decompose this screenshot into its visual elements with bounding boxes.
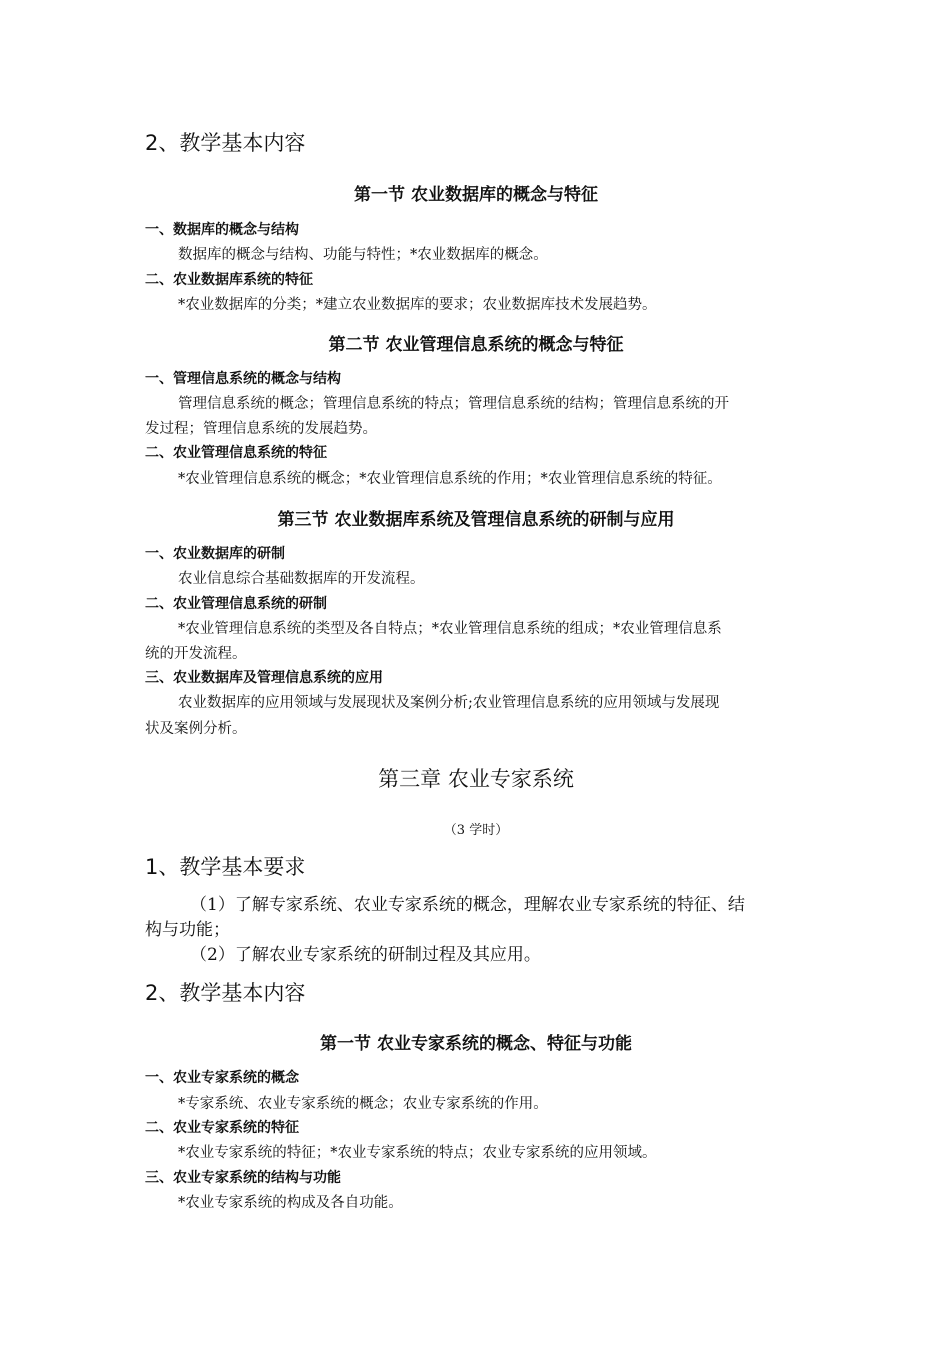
paragraph-continuation: 状及案例分析。 xyxy=(145,721,247,737)
requirement-continuation: 构与功能； xyxy=(145,920,230,940)
paragraph: 农业数据库的应用领域与发展现状及案例分析;农业管理信息系统的应用领域与发展现 xyxy=(178,695,720,711)
requirement-item: （1）了解专家系统、农业专家系统的概念，理解农业专家系统的特征、结 xyxy=(190,895,745,915)
subheading: 一、数据库的概念与结构 xyxy=(145,222,299,238)
paragraph: 数据库的概念与结构、功能与特性；*农业数据库的概念。 xyxy=(178,247,548,263)
paragraph: *农业管理信息系统的概念；*农业管理信息系统的作用；*农业管理信息系统的特征。 xyxy=(178,471,722,487)
subheading: 三、农业数据库及管理信息系统的应用 xyxy=(145,670,383,686)
paragraph: *农业管理信息系统的类型及各自特点；*农业管理信息系统的组成；*农业管理信息系 xyxy=(178,621,722,637)
requirements-heading: 1、教学基本要求 xyxy=(145,855,306,879)
content-heading: 2、教学基本内容 xyxy=(145,981,306,1005)
subheading: 二、农业专家系统的特征 xyxy=(145,1120,299,1136)
section-title-2: 第二节 农业管理信息系统的概念与特征 xyxy=(328,335,624,355)
subheading: 三、农业专家系统的结构与功能 xyxy=(145,1170,341,1186)
chapter-title: 第三章 农业专家系统 xyxy=(378,767,574,791)
subheading: 一、农业数据库的研制 xyxy=(145,546,285,562)
subheading: 二、农业数据库系统的特征 xyxy=(145,272,313,288)
paragraph: *农业专家系统的构成及各自功能。 xyxy=(178,1195,403,1211)
section-title: 第一节 农业专家系统的概念、特征与功能 xyxy=(320,1034,632,1054)
section-title-3: 第三节 农业数据库系统及管理信息系统的研制与应用 xyxy=(277,510,675,530)
paragraph: *农业数据库的分类；*建立农业数据库的要求；农业数据库技术发展趋势。 xyxy=(178,297,657,313)
paragraph-continuation: 统的开发流程。 xyxy=(145,646,247,662)
subheading: 二、农业管理信息系统的特征 xyxy=(145,445,327,461)
chapter-hours: （3 学时） xyxy=(443,823,509,838)
paragraph: 农业信息综合基础数据库的开发流程。 xyxy=(178,571,425,587)
section-title-1: 第一节 农业数据库的概念与特征 xyxy=(354,185,598,205)
content-heading: 2、教学基本内容 xyxy=(145,131,306,155)
paragraph: *专家系统、农业专家系统的概念；农业专家系统的作用。 xyxy=(178,1096,548,1112)
subheading: 一、农业专家系统的概念 xyxy=(145,1070,299,1086)
requirement-item: （2）了解农业专家系统的研制过程及其应用。 xyxy=(190,945,541,965)
paragraph-continuation: 发过程；管理信息系统的发展趋势。 xyxy=(145,421,377,437)
subheading: 一、管理信息系统的概念与结构 xyxy=(145,371,341,387)
paragraph: *农业专家系统的特征；*农业专家系统的特点；农业专家系统的应用领域。 xyxy=(178,1145,657,1161)
subheading: 二、农业管理信息系统的研制 xyxy=(145,596,327,612)
paragraph: 管理信息系统的概念；管理信息系统的特点；管理信息系统的结构；管理信息系统的开 xyxy=(178,396,729,412)
